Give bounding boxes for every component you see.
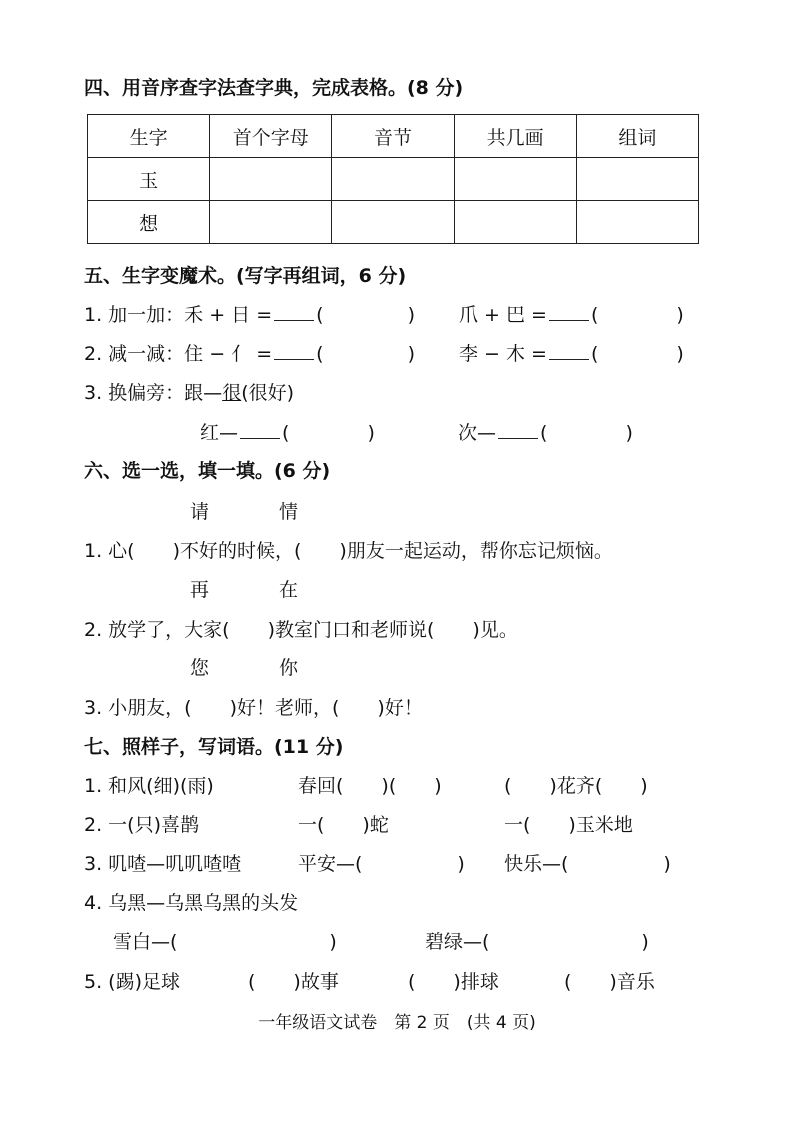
table-header-cell: 共几画: [454, 115, 576, 158]
s7-q5-c: ( )排球: [408, 971, 499, 993]
s7-q2-c: 一( )玉米地: [504, 814, 633, 836]
s5-q3-a: 红—: [200, 422, 239, 444]
section7-title: 七、照样子，写词语。(11 分): [84, 736, 344, 758]
s7-q3-b: 平安—( ): [298, 853, 465, 875]
paren-close: ): [676, 343, 684, 365]
s6-q3: 3. 小朋友，( )好！老师，( )好！: [84, 697, 423, 719]
section4-title: 四、用音序查字法查字典，完成表格。(8 分): [84, 77, 464, 99]
table-cell-char: 想: [88, 201, 210, 244]
paren-close: ): [367, 422, 375, 444]
answer-blank[interactable]: [498, 420, 538, 439]
s5-q3: [84, 381, 294, 405]
table-cell-answer[interactable]: [210, 158, 332, 201]
paren-open: (: [590, 343, 599, 365]
s7-q3-c: 快乐—( ): [504, 853, 671, 875]
s7-q3-a: 3. 叽喳—叽叽喳喳: [84, 853, 242, 875]
s5-q3-b-line: [458, 420, 633, 445]
paren-close: ): [625, 422, 633, 444]
s5-q1-b: 爪 + 巴 =: [459, 304, 547, 326]
section6-title: 六、选一选，填一填。(6 分): [84, 460, 331, 482]
s5-q3-a-line: [200, 420, 375, 445]
s6-choice3-b: 你: [279, 657, 299, 679]
table-cell-answer[interactable]: [332, 201, 454, 244]
paren-open: (: [316, 343, 324, 365]
s7-q2-b: 一( )蛇: [298, 814, 389, 836]
paren-open: (: [590, 304, 599, 326]
s7-q5-b: ( )故事: [248, 971, 339, 993]
paren-close: ): [676, 304, 684, 326]
paren-open: (: [282, 422, 290, 444]
paren-close: ): [407, 343, 415, 365]
table-header-row: [88, 115, 699, 158]
s7-q1-b: 春回( )( ): [298, 775, 442, 797]
s7-q5-d: ( )音乐: [564, 971, 655, 993]
page-footer: 一年级语文试卷 第 2 页 (共 4 页): [258, 1013, 536, 1033]
s5-q1-a: 禾 + 日 =: [184, 304, 273, 326]
s7-q4-a: 雪白—( ): [113, 931, 337, 953]
s5-q1-right: [459, 302, 684, 327]
s7-q4-b: 碧绿—( ): [425, 931, 649, 953]
s6-choice2-b: 在: [279, 579, 299, 601]
table-cell-answer[interactable]: [576, 201, 698, 244]
paren-open: (: [540, 422, 548, 444]
table-header-cell: 生字: [88, 115, 210, 158]
s6-choice3-a: 您: [190, 657, 210, 679]
s6-q2: 2. 放学了，大家( )教室门口和老师说( )见。: [84, 619, 518, 641]
table-cell-answer[interactable]: [210, 201, 332, 244]
s5-q2: [84, 341, 415, 366]
section5-title: 五、生字变魔术。(写字再组词，6 分): [84, 265, 407, 287]
answer-blank[interactable]: [549, 302, 589, 321]
s6-choice1-b: 情: [279, 501, 299, 523]
s7-q1-a: 1. 和风(细)(雨): [84, 775, 214, 797]
s5-q3-example-b: 很: [222, 382, 242, 404]
s5-q1-label: 1. 加一加：: [84, 304, 185, 326]
table-cell-answer[interactable]: [332, 158, 454, 201]
s7-q4: 4. 乌黑—乌黑乌黑的头发: [84, 892, 299, 914]
answer-blank[interactable]: [240, 420, 280, 439]
dictionary-table: [87, 114, 699, 244]
s6-q1: 1. 心( )不好的时候，( )朋友一起运动，帮你忘记烦恼。: [84, 540, 613, 562]
s5-q2-a: 住 − 亻 =: [184, 343, 273, 365]
paren-open: (: [316, 304, 324, 326]
s5-q3-example-c: (很好): [241, 382, 295, 404]
s7-q5-a: 5. (踢)足球: [84, 971, 180, 993]
s5-q2-right: [459, 341, 684, 366]
answer-blank[interactable]: [549, 341, 589, 360]
table-cell-answer[interactable]: [576, 158, 698, 201]
s5-q2-label: 2. 减一减：: [84, 343, 185, 365]
s5-q3-b: 次—: [458, 422, 497, 444]
paren-close: ): [407, 304, 415, 326]
s7-q2-a: 2. 一(只)喜鹊: [84, 814, 199, 836]
table-row: [88, 158, 699, 201]
table-cell-answer[interactable]: [454, 201, 576, 244]
s7-q1-c: ( )花齐( ): [504, 775, 648, 797]
s5-q1: [84, 302, 415, 327]
s5-q3-example-a: 跟—: [184, 382, 223, 404]
table-header-cell: 音节: [332, 115, 454, 158]
s5-q2-b: 李 − 木 =: [459, 343, 547, 365]
s6-choice1-a: 请: [190, 501, 210, 523]
answer-blank[interactable]: [274, 341, 314, 360]
table-cell-char: 玉: [88, 158, 210, 201]
s6-choice2-a: 再: [190, 579, 210, 601]
table-header-cell: 首个字母: [210, 115, 332, 158]
table-cell-answer[interactable]: [454, 158, 576, 201]
table-header-cell: 组词: [576, 115, 698, 158]
table-row: [88, 201, 699, 244]
s5-q3-label: 3. 换偏旁：: [84, 382, 185, 404]
answer-blank[interactable]: [274, 302, 314, 321]
